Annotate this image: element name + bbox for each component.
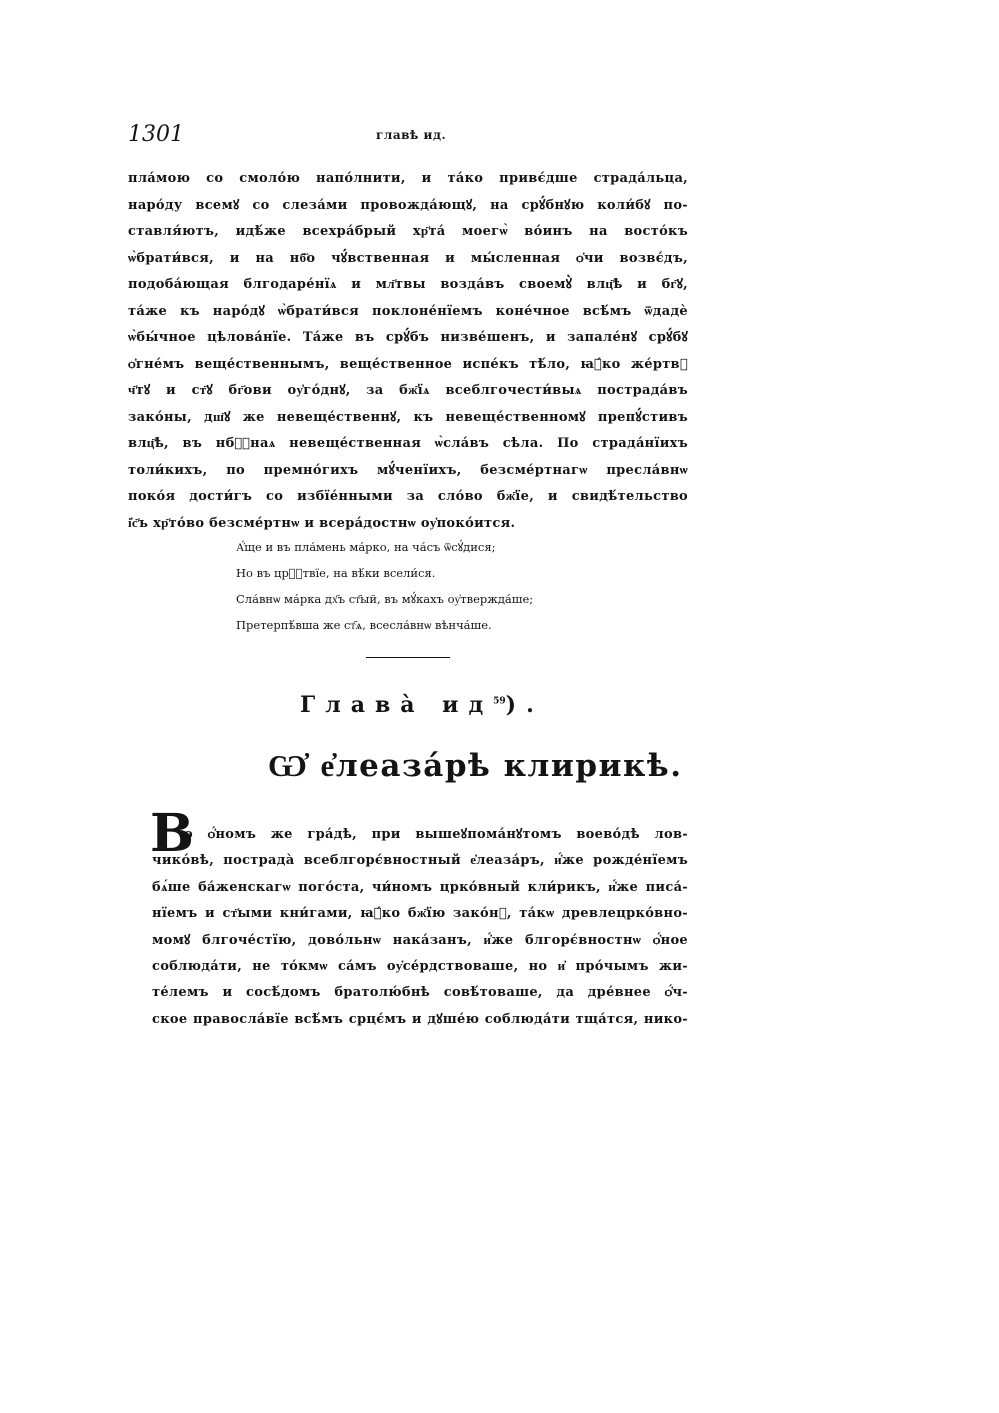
page-number: 1301 [128, 122, 184, 147]
text-line: бѧ́ше ба́женскагѡ пого́ста, чи́номъ црко́вный кли́рикъ, и҆́же писа́- [152, 879, 688, 895]
chapter-title: Ѡ҆ е҆леаза́рѣ клирикѣ. [268, 748, 683, 784]
running-head: главѣ ид. [376, 128, 447, 142]
text-line: влц҃ѣ, въ нбⷭ҇наѧ невеще́ственная ѡ̀сла́въ сѣла. По страда́нїихъ [128, 436, 688, 451]
text-line: наро́ду всемꙋ со слеза́ми провожда́ющꙋ, на срꙋ́бнꙋю коли́бꙋ по- [128, 197, 688, 213]
verse-line: Претерпѣ́вша же ст҃ѧ, всесла́внѡ вѣнча́ше. [236, 618, 492, 632]
text-line: ч҃тꙋ и ст҃ꙋ бг҃ови оу҆го́днꙋ, за бж҃їѧ всеблгочести́выѧ пострада́въ [128, 383, 688, 398]
text-line: поко́я дости́гъ со избїе́нными за сло́во бж҃їе, и свидѣ́тельство [128, 489, 688, 504]
text-line: о ѻ҆́номъ же гра́дѣ, при вышеꙋпома́нꙋтомъ воево́дѣ лов- [184, 827, 688, 842]
text-line: і҆с҃ъ хр҃то́во безсме́ртнѡ и всера́достнѡ оу҆поко́ится. [128, 515, 516, 531]
drop-cap: В [150, 803, 194, 864]
text-line: пла́мою со смоло́ю напо́лнити, и та́ко привє́дше страда́льца, [128, 171, 688, 186]
chapter-heading [300, 692, 560, 718]
body-text-section1 [128, 166, 688, 537]
text-line: ѻ҆гне́мъ веще́ственнымъ, веще́ственное испе́къ тѣ́ло, ꙗ҆́ко же́ртвꙋ [128, 356, 688, 372]
verse-line: Сла́внѡ ма́рка дх҃ъ ст҃ый, въ мꙋ́кахъ оу҆твержда́ше; [236, 592, 534, 606]
chapter-heading-text: Глава̀ ид [300, 692, 494, 718]
body-text-section2 [152, 822, 688, 1033]
chapter-heading-close: ). [505, 692, 544, 718]
verse-line: А҆́ще и въ пла́мень ма́рко, на ча́съ ѿсꙋ́дися; [236, 540, 496, 554]
text-line: толи́кихъ, по премно́гихъ мꙋ́ченїихъ, безсме́ртнагѡ пресла́внѡ [128, 462, 688, 478]
text-line: нїемъ и ст҃ыми кни́гами, ꙗ҆́ко бж҃їю зако́нꙋ, та́кѡ древлецрко́вно- [152, 906, 688, 922]
text-line: ѡ̀бы́чное цѣлова́нїе. Та́же въ срꙋ́бъ низве́шенъ, и запале́нꙋ срꙋ́бꙋ [128, 330, 688, 345]
text-line: подоба́ющая блгодаре́нїѧ и мл҃твы возда́въ своемꙋ̀ влц҃ѣ и бг҃ꙋ, [128, 277, 688, 292]
text-line: зако́ны, дш҃ꙋ же невеще́ственнꙋ, къ невеще́ственномꙋ препꙋ́стивъ [128, 409, 688, 425]
verse-line: Но въ црⷭ҇твїе, на вѣ́ки всели́ся. [236, 566, 436, 580]
text-line: момꙋ блгоче́стїю, дово́льнѡ нака́занъ, и҆́же блгорє́вностнѡ ѻ҆́ное [152, 932, 688, 948]
verse-block [236, 534, 596, 638]
text-line: ское правосла́вїе всѣ́мъ срцє́мъ и дꙋше́ю соблюда́ти тща́тся, нико- [152, 1011, 688, 1027]
text-line: ставля́ютъ, идѣ́же всехра́брый хр҃та́ моегѡ̀ во́инъ на восто́къ [128, 224, 688, 239]
section-divider [366, 657, 450, 658]
footnote-marker: 59 [493, 696, 506, 707]
text-line: те́лемъ и сосѣ́домъ братолю́бнѣ совѣ́товаше, да дре́внее ѻ҆́ч- [152, 985, 688, 1001]
text-line: та́же къ наро́дꙋ ѡ̀брати́вся поклоне́нїемъ коне́чное всѣ́мъ ѿдадѐ [128, 303, 688, 319]
text-line: ѡ̀брати́вся, и на нб҃о чꙋ́вственная и мы́сленная ѻ҆чи возвє́дъ, [128, 250, 688, 266]
text-line: чико́вѣ, пострада̀ всеблгорє́вностный е҆леаза́ръ, и҆́же рожде́нїемъ [152, 853, 688, 869]
text-line: соблюда́ти, не то́кмѡ са́мъ оу҆се́рдствоваше, но и҆ про́чымъ жи- [152, 958, 688, 974]
